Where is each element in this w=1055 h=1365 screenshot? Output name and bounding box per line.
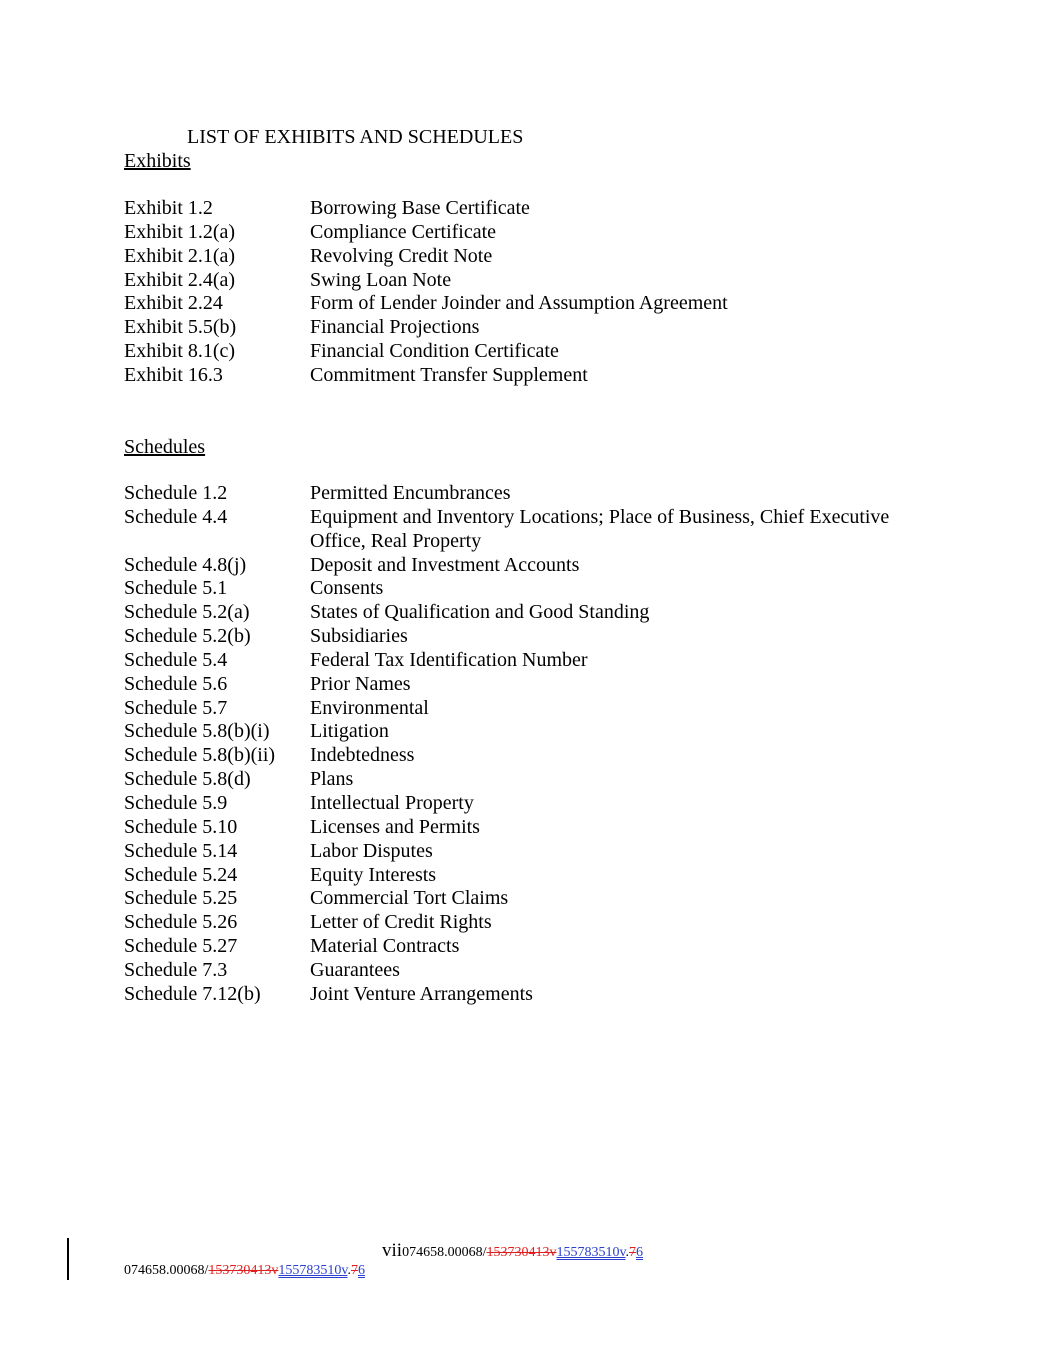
schedule-row-code: Schedule 4.8(j) (124, 553, 247, 576)
schedule-row (124, 959, 924, 983)
schedule-row-code: Schedule 5.6 (124, 672, 228, 695)
schedule-row-description: Deposit and Investment Accounts (310, 553, 580, 576)
schedule-row-description: Prior Names (310, 672, 411, 695)
schedule-row (124, 720, 924, 744)
schedule-row-description: Material Contracts (310, 935, 460, 958)
inserted-version: 6 (357, 1263, 365, 1278)
schedule-row-code: Schedule 5.27 (124, 935, 238, 958)
schedule-row-description: Permitted Encumbrances (310, 482, 511, 504)
page-footer (382, 1240, 643, 1264)
schedule-row-code: Schedule 5.4 (124, 648, 228, 671)
schedule-row-description: Equipment and Inventory Locations; Place of Business, Chief Executive Office, Real Property (310, 505, 890, 552)
version-dot: . (625, 1245, 630, 1260)
schedule-row (124, 625, 924, 649)
schedule-row (124, 697, 924, 721)
exhibit-row-code: Exhibit 5.5(b) (124, 316, 237, 339)
doc-id-prefix: 074658.00068/ (124, 1263, 209, 1278)
exhibit-row-code: Exhibit 2.1(a) (124, 244, 236, 267)
doc-id-prefix: 074658.00068/ (402, 1245, 487, 1260)
schedules-list (124, 482, 924, 1007)
schedule-row-code: Schedule 5.14 (124, 839, 238, 862)
schedule-row (124, 935, 924, 959)
schedule-row-description: Plans (310, 768, 354, 791)
schedule-row-code: Schedule 5.8(b)(i) (124, 720, 270, 743)
schedule-row-description: Commercial Tort Claims (310, 887, 509, 910)
schedule-row-code: Schedule 5.2(b) (124, 625, 251, 648)
schedule-row (124, 482, 924, 506)
exhibit-row (124, 316, 924, 340)
schedule-row-code: Schedule 4.4 (124, 505, 228, 528)
schedule-row-description: States of Qualification and Good Standing (310, 601, 650, 624)
schedule-row-code: Schedule 5.9 (124, 791, 228, 814)
schedule-row-description: Letter of Credit Rights (310, 911, 492, 934)
schedule-row-description: Equity Interests (310, 863, 437, 886)
exhibit-row-description: Financial Projections (310, 316, 480, 339)
schedule-row-code: Schedule 5.10 (124, 815, 238, 838)
inserted-doc-number: 155783510v (556, 1245, 626, 1260)
exhibit-row-code: Exhibit 2.24 (124, 292, 223, 315)
schedule-row-code: Schedule 5.8(b)(ii) (124, 744, 276, 767)
exhibit-row (124, 197, 924, 221)
version-dot: . (347, 1263, 351, 1278)
schedule-row (124, 601, 924, 625)
schedule-row-code: Schedule 5.25 (124, 887, 238, 910)
schedule-row (124, 816, 924, 840)
page-number: vii (382, 1240, 403, 1261)
schedule-row (124, 554, 924, 578)
schedule-row-description: Subsidiaries (310, 625, 408, 648)
deleted-version: 7 (629, 1245, 637, 1260)
schedule-row-description: Litigation (310, 720, 389, 743)
schedule-row (124, 649, 924, 673)
schedule-row-description: Federal Tax Identification Number (310, 648, 588, 671)
schedule-row (124, 864, 924, 888)
schedule-row-description: Labor Disputes (310, 839, 433, 862)
exhibits-heading: Exhibits (124, 150, 191, 172)
schedule-row-description: Intellectual Property (310, 791, 474, 814)
deleted-version: 7 (350, 1263, 358, 1278)
exhibit-row-description: Borrowing Base Certificate (310, 197, 530, 219)
exhibit-row (124, 292, 924, 316)
exhibit-row-code: Exhibit 1.2(a) (124, 220, 236, 243)
inserted-doc-number: 155783510v (278, 1263, 348, 1278)
schedule-row (124, 983, 924, 1007)
schedule-row (124, 577, 924, 601)
schedule-row (124, 911, 924, 935)
deleted-doc-number: 153730413v (486, 1245, 557, 1260)
exhibit-row (124, 221, 924, 245)
exhibit-row-code: Exhibit 16.3 (124, 363, 223, 386)
exhibit-row-code: Exhibit 1.2 (124, 197, 213, 219)
exhibit-row-description: Financial Condition Certificate (310, 340, 559, 363)
schedule-row-code: Schedule 7.12(b) (124, 982, 261, 1005)
exhibit-row (124, 245, 924, 269)
schedule-row (124, 768, 924, 792)
exhibit-row-code: Exhibit 2.4(a) (124, 268, 236, 291)
inserted-version: 6 (636, 1245, 644, 1260)
schedule-row (124, 792, 924, 816)
exhibit-row (124, 364, 924, 388)
schedule-row-code: Schedule 5.8(d) (124, 768, 251, 791)
schedule-row (124, 673, 924, 697)
exhibit-row-description: Form of Lender Joinder and Assumption Agreement (310, 292, 728, 315)
schedule-row (124, 840, 924, 864)
schedule-row-code: Schedule 7.3 (124, 958, 228, 981)
deleted-doc-number: 153730413v (208, 1263, 279, 1278)
schedule-row (124, 506, 924, 554)
schedule-row (124, 887, 924, 911)
schedule-row-description: Licenses and Permits (310, 815, 480, 838)
exhibit-row-description: Swing Loan Note (310, 268, 452, 291)
schedule-row-code: Schedule 5.24 (124, 863, 238, 886)
document-title: LIST OF EXHIBITS AND SCHEDULES (187, 126, 524, 148)
schedule-row (124, 744, 924, 768)
schedule-row-code: Schedule 5.26 (124, 911, 238, 934)
exhibit-row (124, 340, 924, 364)
exhibit-row-description: Compliance Certificate (310, 220, 497, 243)
schedule-row-description: Guarantees (310, 958, 400, 981)
exhibit-row (124, 269, 924, 293)
schedule-row-description: Indebtedness (310, 744, 415, 767)
change-bar (67, 1238, 69, 1280)
exhibit-row-description: Commitment Transfer Supplement (310, 363, 588, 386)
schedules-heading: Schedules (124, 436, 206, 458)
schedule-row-code: Schedule 5.1 (124, 577, 228, 600)
schedule-row-code: Schedule 5.7 (124, 696, 228, 719)
schedule-row-description: Consents (310, 577, 384, 600)
exhibit-row-description: Revolving Credit Note (310, 244, 493, 267)
schedule-row-code: Schedule 1.2 (124, 482, 228, 504)
schedule-row-code: Schedule 5.2(a) (124, 601, 250, 624)
schedule-row-description: Joint Venture Arrangements (310, 982, 533, 1005)
exhibit-row-code: Exhibit 8.1(c) (124, 340, 236, 363)
document-id-footer (124, 1262, 365, 1280)
schedule-row-description: Environmental (310, 696, 429, 719)
exhibits-list (124, 197, 924, 388)
